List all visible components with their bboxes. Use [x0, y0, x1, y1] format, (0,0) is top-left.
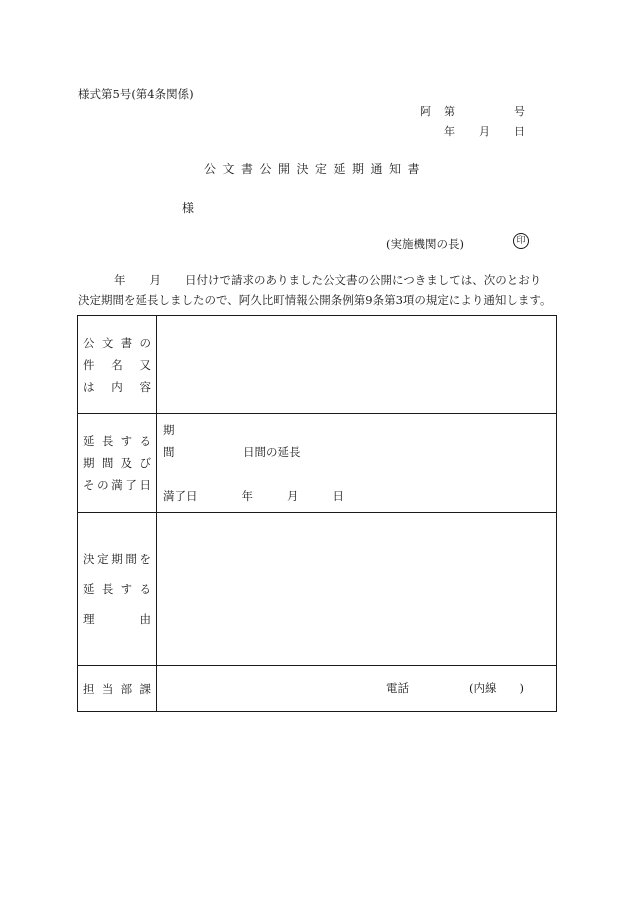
label-line: [83, 332, 151, 354]
label-char: 日: [139, 478, 151, 492]
label-char: 内: [111, 379, 123, 394]
body-line1-rest: 日付けで請求のありました公文書の公開につきましては、次のとおり: [185, 273, 542, 287]
label-char: 公: [83, 335, 95, 350]
period-label-cell: [78, 414, 157, 513]
label-char: 延: [83, 582, 95, 596]
label-char: 件: [83, 357, 95, 372]
form-table: [77, 315, 557, 712]
table-row-period: [78, 414, 557, 513]
body-line-2: 決定期間を延長しましたので、阿久比町情報公開条例第9条第3項の規定により通知します。: [78, 293, 552, 307]
label-char: 当: [101, 681, 114, 696]
document-title: 公文書公開決定延期通知書: [203, 162, 426, 176]
label-char: 理: [83, 612, 95, 626]
label-char: 長: [101, 582, 114, 596]
dept-label: [78, 678, 156, 700]
label-char: 課: [139, 681, 151, 696]
period-value-cell: [157, 414, 557, 513]
label-line: [83, 678, 151, 700]
label-line: [83, 430, 151, 452]
period-key: 期間: [163, 423, 187, 459]
label-char: 決: [83, 552, 95, 566]
subject-value-cell: [157, 316, 557, 414]
body-line-1: [78, 272, 556, 288]
label-line: [83, 544, 151, 574]
label-char: 担: [83, 681, 95, 696]
label-line: [83, 574, 151, 604]
period-line: [163, 419, 556, 463]
doc-number-prefix: 阿: [420, 105, 431, 118]
label-line: [83, 604, 151, 634]
label-char: 満: [111, 478, 123, 492]
seal-mark: 印: [513, 233, 529, 249]
extension-label: (内線 ): [469, 681, 524, 695]
dept-value-cell: [157, 666, 557, 712]
expiry-key: 満了日: [163, 489, 198, 503]
label-char: 名: [111, 357, 123, 372]
phone-label: 電話: [386, 681, 409, 695]
doc-number-go: 号: [514, 105, 525, 118]
label-char: 定: [97, 552, 109, 566]
subject-label: [78, 332, 156, 398]
reason-value-cell: [157, 513, 557, 666]
reason-label: [78, 544, 156, 634]
label-char: 及: [120, 456, 133, 470]
label-char: す: [120, 582, 133, 596]
label-char: を: [139, 552, 151, 566]
label-char: 延: [83, 434, 95, 448]
date-year: 年: [444, 125, 455, 138]
date-day: 日: [514, 125, 525, 138]
expiry-month: 月: [287, 489, 299, 503]
body-year: 年: [114, 273, 126, 287]
label-line: [83, 452, 151, 474]
period-label: [78, 430, 156, 496]
expiry-line: [163, 485, 556, 507]
label-char: 間: [101, 456, 114, 470]
date-month: 月: [479, 125, 490, 138]
expiry-day: 日: [332, 489, 344, 503]
label-line: [83, 376, 151, 398]
table-row-reason: [78, 513, 557, 666]
form-number: 様式第5号(第4条関係): [78, 87, 194, 101]
label-char: 部: [120, 681, 133, 696]
label-char: 長: [101, 434, 114, 448]
label-char: そ: [83, 478, 95, 492]
label-char: 間: [125, 552, 137, 566]
label-line: [83, 474, 151, 496]
label-char: 文: [101, 335, 114, 350]
label-char: る: [139, 582, 151, 596]
dept-label-cell: [78, 666, 157, 712]
issuer-label: (実施機関の長): [386, 237, 464, 251]
label-line: [83, 354, 151, 376]
expiry-year: 年: [241, 489, 253, 503]
doc-number-dai: 第: [444, 105, 455, 118]
label-char: 由: [139, 612, 151, 626]
label-char: 了: [125, 478, 137, 492]
label-char: 容: [139, 379, 151, 394]
period-suffix: 日間の延長: [243, 445, 301, 459]
table-row-dept: [78, 666, 557, 712]
table-row-subject: [78, 316, 557, 414]
label-char: 書: [120, 335, 133, 350]
addressee-sama: 様: [182, 201, 195, 215]
reason-label-cell: [78, 513, 157, 666]
label-char: の: [97, 478, 109, 492]
label-char: る: [139, 434, 151, 448]
label-char: び: [139, 456, 151, 470]
label-char: の: [139, 335, 151, 350]
label-char: す: [120, 434, 133, 448]
label-char: 又: [139, 357, 151, 372]
label-char: 期: [111, 552, 123, 566]
subject-label-cell: [78, 316, 157, 414]
body-month: 月: [149, 273, 161, 287]
label-char: は: [83, 379, 95, 394]
label-char: 期: [83, 456, 95, 470]
